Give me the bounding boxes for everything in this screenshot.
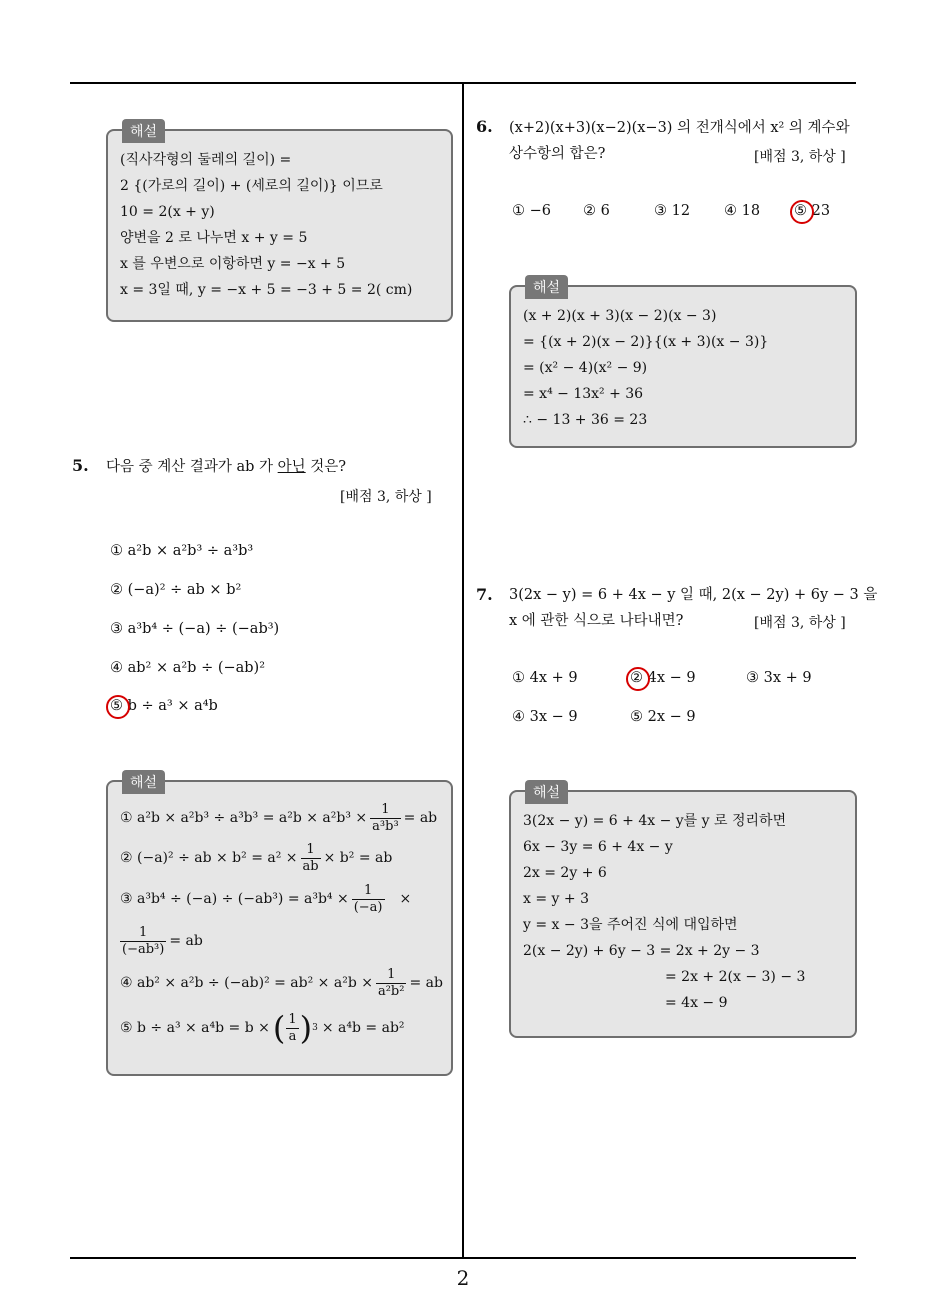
denominator: (−a) [353,899,383,915]
solution-line: = {(x + 2)(x − 2)}{(x + 3)(x − 3)} [523,334,769,350]
solution-line: 2x = 2y + 6 [523,865,607,881]
points-label: [배점 3, 하상 ] [754,615,846,631]
question-text [106,454,346,480]
answer-choice[interactable]: ③ 12 [654,203,691,219]
denominator: a [288,1028,297,1044]
solution-line [120,878,439,920]
question-number: 7. [476,585,493,604]
solution-line: y = x − 3을 주어진 식에 대입하면 [523,917,738,933]
solution-line: = 2x + 2(x − 3) − 3 [665,969,806,985]
solution-line: 2 {(가로의 길이) + (세로의 길이)} 이므로 [120,178,383,194]
solution-expr: × b² = ab [323,850,393,866]
question-text-part: 것은? [305,459,347,475]
answer-choice[interactable]: ④ ab² × a²b ÷ (−ab)² [110,660,266,676]
solution-expr: = ab [403,810,438,826]
solution-expr: = ab [409,975,443,991]
denominator: ab [302,858,319,874]
answer-choice[interactable]: ⑤ 23 [794,203,831,219]
numerator: 1 [352,883,385,900]
numerator: 1 [288,1011,297,1027]
solution-expr: ⑤ b ÷ a³ × a⁴b = b × [120,1020,270,1036]
answer-choice[interactable]: ③ a³b⁴ ÷ (−a) ÷ (−ab³) [110,621,280,637]
solution-expr: × a⁴b = ab² [321,1020,405,1036]
solution-line: 2(x − 2y) + 6y − 3 = 2x + 2y − 3 [523,943,760,959]
question-text-line: (x+2)(x+3)(x−2)(x−3) 의 전개식에서 x² 의 계수와 [509,120,850,136]
solution-box-q6 [509,280,857,448]
question-text-emphasis: 아닌 [277,459,306,475]
question-number: 5. [72,456,89,475]
question-number: 6. [476,117,493,136]
bottom-rule [70,1257,856,1259]
solution-line [120,838,439,878]
solution-box-q4 [106,124,453,322]
fraction [286,1012,298,1045]
question-text-line: 3(2x − y) = 6 + 4x − y 일 때, 2(x − 2y) + 6y − 3 을 [509,587,878,603]
solution-line: 3(2x − y) = 6 + 4x − y를 y 로 정리하면 [523,813,787,829]
solution-label: 해설 [525,275,568,299]
selected-answer-mark [106,695,130,719]
answer-choice[interactable]: ① 4x + 9 [512,670,578,686]
solution-box-q5 [106,775,453,1076]
answer-choice[interactable]: ② 4x − 9 [630,670,696,686]
fraction [120,925,166,958]
answer-choice[interactable]: ② 6 [583,203,610,219]
solution-line: (x + 2)(x + 3)(x − 2)(x − 3) [523,308,717,324]
answer-choice[interactable]: ⑤ 2x − 9 [630,709,696,725]
solution-line [120,920,439,962]
solution-box-q7 [509,785,857,1038]
answer-choice[interactable]: ② (−a)² ÷ ab × b² [110,582,242,598]
solution-line: x = y + 3 [523,891,589,907]
solution-line: ∴ − 13 + 36 = 23 [523,412,648,428]
solution-label: 해설 [122,119,165,143]
solution-expr: ① a²b × a²b³ ÷ a³b³ = a²b × a²b³ × [120,810,368,826]
fraction [370,802,401,835]
solution-line: ⑤ b ÷ a³ × a⁴b = b × ( $\frac{1}{a}$ ) 3 × a⁴b = ab² [120,1009,405,1047]
right-paren: ) [299,1009,313,1047]
solution-expr: = ab [169,933,203,949]
solution-label: 해설 [525,780,568,804]
answer-choice[interactable]: ⑤ b ÷ a³ × a⁴b [110,698,218,714]
solution-label: 해설 [122,770,165,794]
solution-line: = (x² − 4)(x² − 9) [523,360,648,376]
numerator: 1 [370,802,401,819]
answer-choice[interactable]: ① −6 [512,203,551,219]
denominator: a³b³ [372,818,399,834]
solution-expr: ④ ab² × a²b ÷ (−ab)² = ab² × a²b × [120,975,373,991]
numerator: 1 [376,967,407,984]
selected-answer-mark [626,667,650,691]
left-paren: ( [272,1009,286,1047]
question-text-part: 다음 중 계산 결과가 ab 가 [106,459,278,475]
column-divider [462,83,464,1258]
numerator: 1 [301,842,321,859]
answer-choice[interactable]: ③ 3x + 9 [746,670,812,686]
solution-line: x 를 우변으로 이항하면 y = −x + 5 [120,256,346,272]
question-text-line: x 에 관한 식으로 나타내면? [509,613,684,629]
solution-line: 6x − 3y = 6 + 4x − y [523,839,673,855]
page-number: 2 [456,1266,470,1290]
numerator: 1 [120,925,166,942]
answer-choice[interactable]: ① a²b × a²b³ ÷ a³b³ [110,543,254,559]
points-label: [배점 3, 하상 ] [340,489,432,505]
solution-line: 양변을 2 로 나누면 x + y = 5 [120,230,308,246]
solution-line: x = 3일 때, y = −x + 5 = −3 + 5 = 2( cm) [120,282,413,298]
fraction [352,883,385,916]
solution-line [120,798,439,838]
solution-expr: ② (−a)² ÷ ab × b² = a² × [120,850,298,866]
answer-choice[interactable]: ④ 18 [724,203,761,219]
solution-line: 10 = 2(x + y) [120,204,215,220]
denominator: (−ab³) [122,941,165,957]
points-label: [배점 3, 하상 ] [754,149,846,165]
solution-line: = 4x − 9 [665,995,728,1011]
solution-line [120,962,443,1004]
fraction [376,967,407,1000]
denominator: a²b² [377,983,405,999]
fraction [301,842,321,875]
question-text-line: 상수항의 합은? [509,146,606,162]
selected-answer-mark [790,200,814,224]
solution-line: (직사각형의 둘레의 길이) = [120,152,292,168]
answer-choice[interactable]: ④ 3x − 9 [512,709,578,725]
solution-expr: ③ a³b⁴ ÷ (−a) ÷ (−ab³) = a³b⁴ × [120,891,349,907]
solution-expr: × [399,891,412,907]
solution-line: = x⁴ − 13x² + 36 [523,386,644,402]
